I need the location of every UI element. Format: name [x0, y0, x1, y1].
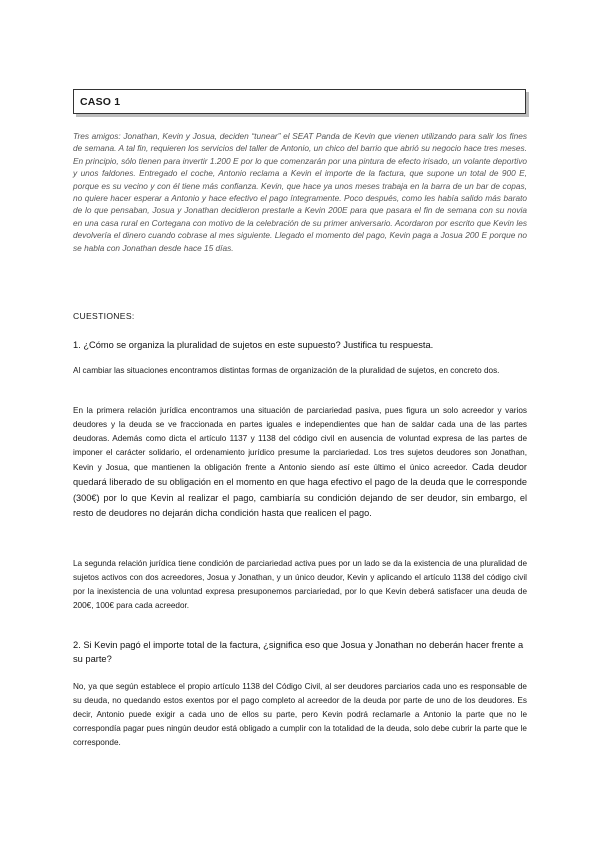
case-header-box	[73, 89, 526, 114]
answer-2: No, ya que según establece el propio artículo 1138 del Código Civil, al ser deudores parciarios cada uno es responsable de su deuda, no quedando estos exentos por el pago completo al acreedor de la deuda por parte de uno de los deudores. Es decir, Antonio puede exigir a cada uno de ellos su parte, pero Kevin podrá reclamarle a Antonio la parte que no le correspondía pagar pues ningún deudor está obligado a cumplir con la totalidad de la deuda, solo debe cubrir la parte que le corresponde.	[73, 682, 527, 748]
question-2: 2. Si Kevin pagó el importe total de la factura, ¿significa eso que Josua y Jonathan no deberán hacer frente a su parte?	[73, 640, 524, 664]
answer-1-first-relation-continuation: Cada deudor quedará liberado de su obligación en el momento en que haga efectivo el pago de la deuda que le corresponde (300€) por lo que Kevin al realizar el pago, cambiaría su condición dejando de ser deudor, sin embargo, el resto de deudores no dejarán dicha condición hasta que realicen el pago.	[73, 462, 527, 518]
answer-1-first-relation-text: En la primera relación jurídica encontramos una situación de parciariedad pasiva, pues figura un solo acreedor y varios deudores y la deuda se ve fraccionada en partes iguales e independientes que han de saldar cada una de las partes deudoras. Además como dicta el artículo 1137 y 1138 del código civil en ausencia de voluntad expresa de las partes de imponer el carácter solidario, el ordenamiento jurídico presume la parciariedad. Los tres sujetos deudores son Jonathan, Kevin y Josua, que mantienen la obligación frente a Antonio siendo así este último el único acreedor.	[73, 406, 527, 473]
answer-1-intro: Al cambiar las situaciones encontramos distintas formas de organización de la pluralidad de sujetos, en concreto dos.	[73, 366, 500, 375]
case-statement: Tres amigos: Jonathan, Kevin y Josua, deciden “tunear” el SEAT Panda de Kevin que vienen utilizando para salir los fines de semana. A tal fin, requieren los servicios del taller de Antonio, un chico del barrio que abrió su negocio hace tres meses. En principio, sólo tienen para invertir 1.200 E por lo que comenzarán por una pintura de efecto irisado, un volante deportivo y unos faldones. Entregado el coche, Antonio reclama a Kevin el importe de la factura, que supone un total de 900 E, porque es su vecino y con él tiene más confianza. Kevin, que hace ya unos meses trabaja en la barra de un bar de copas, no quiere hacer esperar a Antonio y hace efectivo el pago íntegramente. Poco después, como les había salido más barato de lo que pensaban, Josua y Jonathan decidieron prestarle a Kevin 200E para que pasara el fin de semana con su novia en una casa rural en Cortegana con motivo de la celebración de su primer aniversario. Acordaron por escrito que Kevin les devolvería el dinero cuando cobrase al mes siguiente. Llegado el momento del pago, Kevin paga a Josua 200 E porque no se habla con Jonathan desde hace 15 días.	[73, 131, 527, 253]
case-title: CASO 1	[80, 96, 121, 108]
answer-1-second-relation: La segunda relación jurídica tiene condición de parciariedad activa pues por un lado se da la existencia de una pluralidad de sujetos activos con dos acreedores, Josua y Jonathan, y un único deudor, Kevin y aplicando el artículo 1138 del código civil por la inexistencia de una voluntad expresa presuponemos parciariedad, por lo que Kevin deberá satisfacer una deuda de 200€, 100€ para cada acreedor.	[73, 559, 527, 611]
question-1: 1. ¿Cómo se organiza la pluralidad de sujetos en este supuesto? Justifica tu respuesta.	[73, 340, 434, 350]
answer-1-first-relation	[73, 404, 527, 521]
cuestiones-heading: CUESTIONES:	[73, 311, 135, 321]
